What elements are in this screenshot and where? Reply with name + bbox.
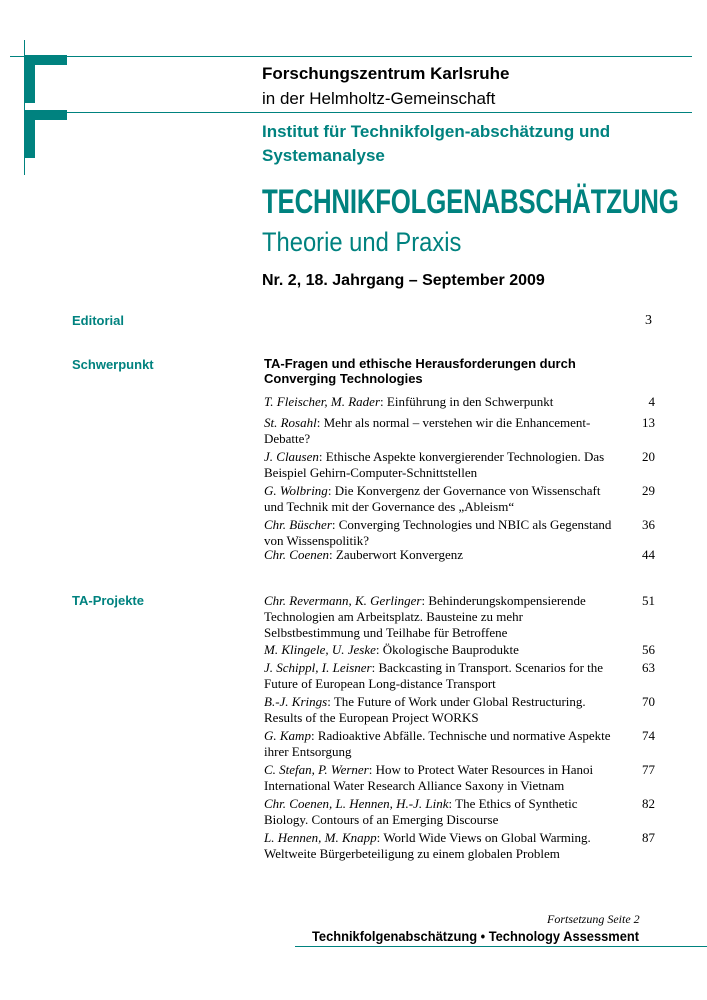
toc-entry: Chr. Coenen, L. Hennen, H.-J. Link: The Ethics of Synthetic Biology. Contours of an Emerging Discourse xyxy=(264,796,578,827)
entry-authors: Chr. Coenen, L. Hennen, H.-J. Link xyxy=(264,796,449,811)
entry-page-number: 70 xyxy=(642,694,655,709)
entry-page-number: 56 xyxy=(642,642,655,657)
entry-title: Mehr als normal – verstehen wir die Enhancement-Debatte? xyxy=(264,415,591,446)
toc-entry: C. Stefan, P. Werner: How to Protect Water Resources in Hanoi International Water Research Alliance Saxony in Vietnam xyxy=(264,762,594,793)
section-label-editorial: Editorial xyxy=(72,313,125,328)
entry-authors: T. Fleischer, M. Rader xyxy=(264,394,381,409)
entry-page-number: 63 xyxy=(642,660,655,675)
toc-entry: L. Hennen, M. Knapp: World Wide Views on Global Warming. Weltweite Bürgerbeteiligung zu einem globalen Problem xyxy=(264,830,591,861)
entry-title: How to Protect Water Resources in Hanoi International Water Research Alliance Saxony in Vietnam xyxy=(264,762,594,793)
entry-title: The Ethics of Synthetic Biology. Contours of an Emerging Discourse xyxy=(264,796,578,827)
entry-page-number: 13 xyxy=(642,415,655,430)
entry-page-number: 20 xyxy=(642,449,655,464)
toc-entry: Chr. Coenen: Zauberwort Konvergenz xyxy=(264,547,464,562)
entry-authors: Chr. Revermann, K. Gerlinger xyxy=(264,593,422,608)
entry-authors: J. Clausen xyxy=(264,449,319,464)
toc-entry: T. Fleischer, M. Rader: Einführung in den Schwerpunkt xyxy=(264,394,554,409)
entry-title: Die Konvergenz der Governance von Wissenschaft und Technik mit der Governance des „Ableism“ xyxy=(264,483,601,514)
entry-title: Behinderungskompensierende Technologien am Arbeitsplatz. Bausteine zu mehr Selbstbestimmung und Teilhabe für Betroffene xyxy=(264,593,586,640)
institute-name xyxy=(262,120,662,168)
toc-entry: St. Rosahl: Mehr als normal – verstehen wir die Enhancement-Debatte? xyxy=(264,415,591,446)
entry-page-number: 87 xyxy=(642,830,655,845)
entry-authors: C. Stefan, P. Werner xyxy=(264,762,369,777)
entry-page-number: 36 xyxy=(642,517,655,532)
entry-page-number: 44 xyxy=(642,547,655,562)
entry-page-number: 82 xyxy=(642,796,655,811)
entry-authors: J. Schippl, I. Leisner xyxy=(264,660,372,675)
toc-entry: J. Schippl, I. Leisner: Backcasting in Transport. Scenarios for the Future of European Long-distance Transport xyxy=(264,660,604,691)
toc-entry: M. Klingele, U. Jeske: Ökologische Bauprodukte xyxy=(264,642,519,657)
journal-subtitle: Theorie und Praxis xyxy=(262,227,462,257)
issue-line: Nr. 2, 18. Jahrgang – September 2009 xyxy=(262,272,545,289)
editorial-page: 3 xyxy=(645,313,652,328)
entry-authors: B.-J. Krings xyxy=(264,694,328,709)
entry-title: World Wide Views on Global Warming. Weltweite Bürgerbeteiligung zu einem globalen Problem xyxy=(264,830,591,861)
entry-authors: G. Kamp xyxy=(264,728,311,743)
section-label-projekte: TA-Projekte xyxy=(72,593,144,608)
footer-tagline: Technikfolgenabschätzung • Technology Assessment xyxy=(312,928,640,944)
header-rule-middle xyxy=(66,112,692,113)
topic-heading: TA-Fragen und ethische Herausforderungen durch Converging Technologies xyxy=(264,356,576,386)
header-rule-top xyxy=(10,56,692,57)
org-affiliation: in der Helmholtz-Gemeinschaft xyxy=(262,89,496,108)
entry-title: Converging Technologies und NBIC als Gegenstand von Wissenspolitik? xyxy=(264,517,612,548)
entry-title: Einführung in den Schwerpunkt xyxy=(386,394,554,409)
toc-entry: J. Clausen: Ethische Aspekte konvergierender Technologien. Das Beispiel Gehirn-Computer-Schnittstellen xyxy=(264,449,605,480)
continuation-note: Fortsetzung Seite 2 xyxy=(547,912,640,926)
entry-authors: M. Klingele, U. Jeske xyxy=(264,642,376,657)
entry-authors: Chr. Büscher xyxy=(264,517,332,532)
entry-authors: Chr. Coenen xyxy=(264,547,329,562)
entry-title: Backcasting in Transport. Scenarios for the Future of European Long-distance Transport xyxy=(264,660,604,691)
toc-entry: B.-J. Krings: The Future of Work under Global Restructuring. Results of the European Project WORKS xyxy=(264,694,586,725)
institute-name-text: Institut für Technikfolgen-abschätzung und Systemanalyse xyxy=(262,122,611,165)
entry-page-number: 4 xyxy=(648,394,655,409)
entry-authors: G. Wolbring xyxy=(264,483,328,498)
entry-page-number: 74 xyxy=(642,728,655,743)
journal-title: TECHNIKFOLGENABSCHÄTZUNG xyxy=(262,183,679,221)
footer-rule xyxy=(295,946,707,947)
entry-title: Radioaktive Abfälle. Technische und normative Aspekte ihrer Entsorgung xyxy=(264,728,611,759)
toc-entry: G. Wolbring: Die Konvergenz der Governance von Wissenschaft und Technik mit der Governance des „Ableism“ xyxy=(264,483,601,514)
logo-mark-lower-horizontal xyxy=(25,110,67,120)
entry-authors: St. Rosahl xyxy=(264,415,317,430)
entry-title: The Future of Work under Global Restructuring. Results of the European Project WORKS xyxy=(264,694,586,725)
toc-entry: Chr. Büscher: Converging Technologies und NBIC als Gegenstand von Wissenspolitik? xyxy=(264,517,612,548)
entry-title: Ethische Aspekte konvergierender Technologien. Das Beispiel Gehirn-Computer-Schnittstellen xyxy=(264,449,605,480)
toc-entry: G. Kamp: Radioaktive Abfälle. Technische und normative Aspekte ihrer Entsorgung xyxy=(264,728,611,759)
org-name: Forschungszentrum Karlsruhe xyxy=(262,64,510,83)
entry-page-number: 51 xyxy=(642,593,655,608)
entry-authors: L. Hennen, M. Knapp xyxy=(264,830,377,845)
entry-page-number: 77 xyxy=(642,762,655,777)
entry-title: Zauberwort Konvergenz xyxy=(335,547,464,562)
section-label-schwerpunkt: Schwerpunkt xyxy=(72,357,154,372)
entry-page-number: 29 xyxy=(642,483,655,498)
toc-entry: Chr. Revermann, K. Gerlinger: Behinderungskompensierende Technologien am Arbeitsplatz. Bausteine zu mehr Selbstbestimmung und Teilhabe für Betroffene xyxy=(264,593,586,640)
entry-title: Ökologische Bauprodukte xyxy=(382,642,519,657)
